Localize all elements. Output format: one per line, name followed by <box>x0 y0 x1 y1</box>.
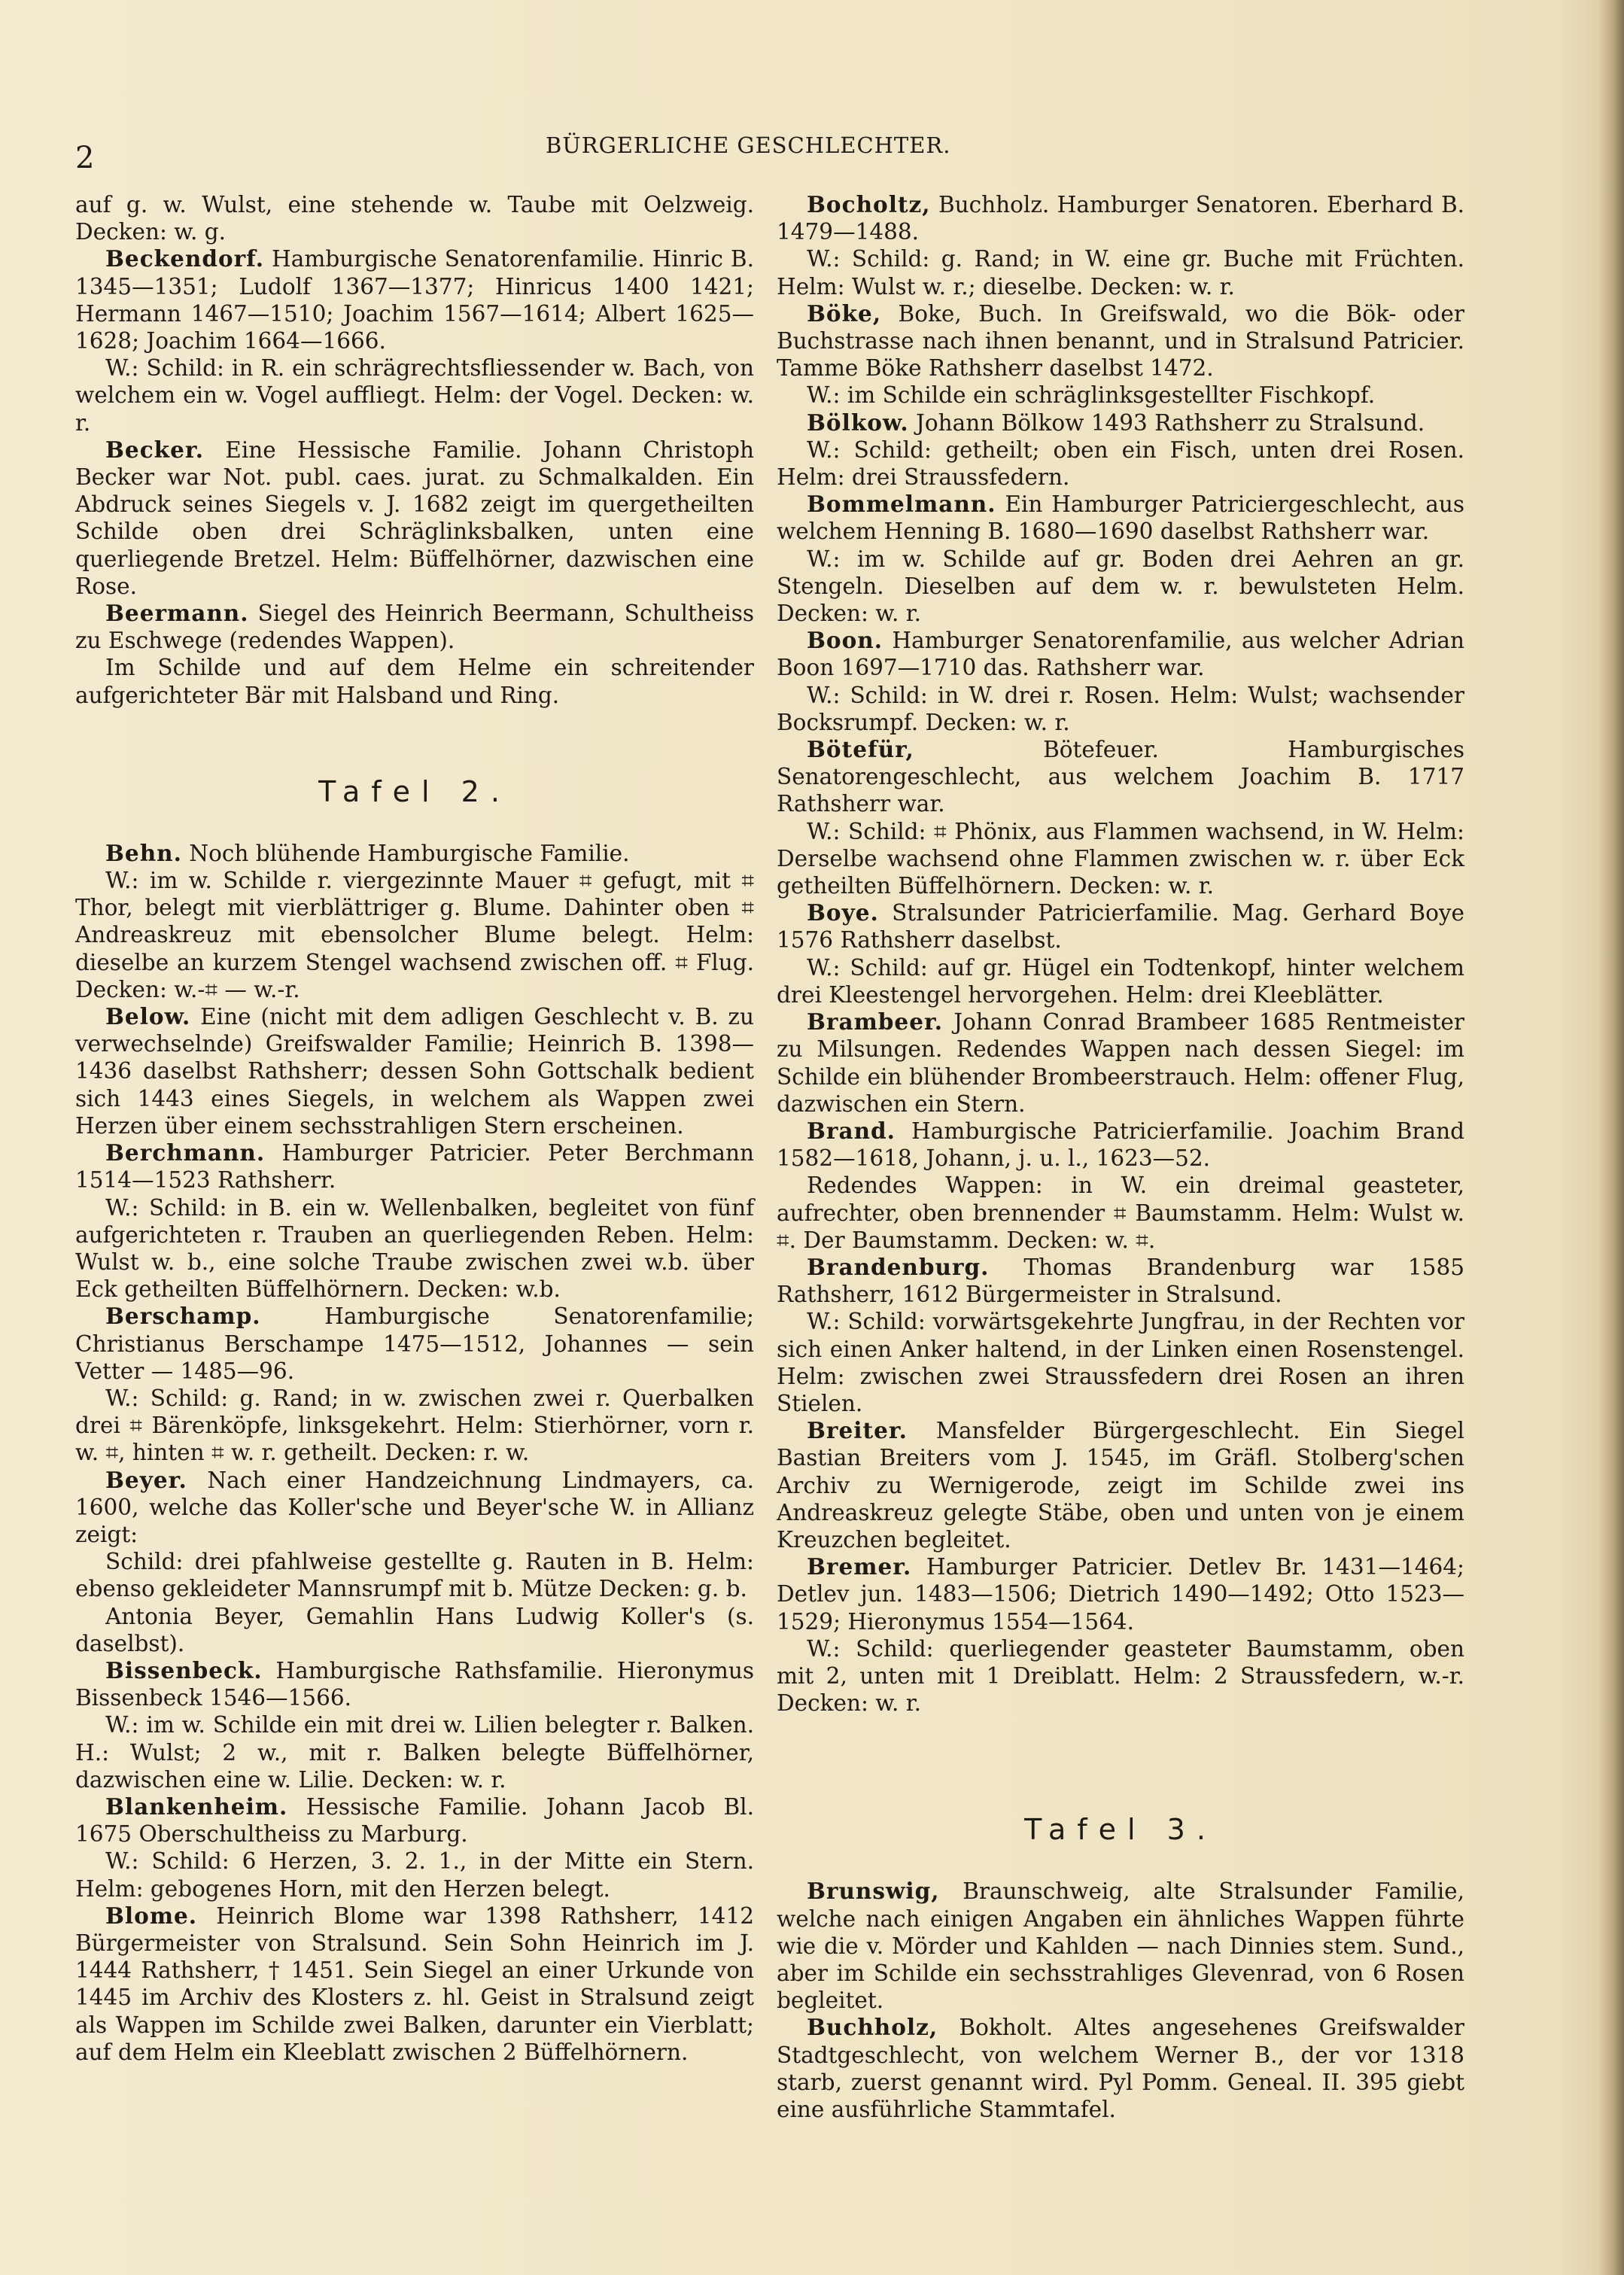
entry-text: W.: Schild: 6 Herzen, 3. 2. 1., in der Mitte ein Stern. Helm: gebogenes Horn, mit den Herzen belegt. <box>75 1848 754 1902</box>
entry-headword: Boon. <box>807 627 883 654</box>
entry-headword: Berschamp. <box>105 1303 261 1330</box>
arms-description <box>75 1548 754 1602</box>
arms-description <box>777 818 1464 900</box>
entry-text: Hamburgische Senatorenfamilie. Hinric B. 1345—1351; Ludolf 1367—1377; Hinricus 1400 1421; Hermann 1467—1510; Joachim 1567—1614; Albert 1625—1628; Joachim 1664—1666. <box>75 246 754 354</box>
entry-text: Ein Hamburger Patriciergeschlecht, aus welchem Henning B. 1680—1690 daselbst Rathsherr war. <box>777 491 1464 545</box>
entry-text: Eine (nicht mit dem adligen Geschlecht v. B. zu verwechselnde) Greifswalder Familie; Heinrich B. 1398—1436 daselbst Rathsherr; dessen Sohn Gottschalk bedient sich 1443 eines Siegels, in welchem als Wappen zwei Herzen über einem sechsstrahligen Stern erscheinen. <box>75 1004 754 1139</box>
entry-text: Hamburgische Rathsfamilie. Hieronymus Bissenbeck 1546—1566. <box>75 1657 754 1711</box>
entry-text: Hessische Familie. Johann Jacob Bl. 1675 Oberschultheiss zu Marburg. <box>75 1793 754 1848</box>
entry-text: Mansfelder Bürgergeschlecht. Ein Siegel Bastian Breiters vom J. 1545, im Gräfl. Stolberg'schen Archiv zu Wernigerode, zeigt im Schilde zwei ins Andreaskreuz gelegte Stäbe, oben und unten von je einem Kreuzchen begleitet. <box>777 1418 1464 1553</box>
arms-description <box>75 191 754 245</box>
entry-headword: Böke, <box>807 300 882 327</box>
right-column <box>777 191 1464 2123</box>
entry-headword: Brandenburg. <box>807 1253 990 1280</box>
arms-description <box>777 1635 1464 1717</box>
entry-paragraph <box>75 1793 754 1848</box>
entry-text: W.: im w. Schilde auf gr. Boden drei Aehren an gr. Stengeln. Dieselben auf dem w. r. bewulsteten Helm. Decken: w. r. <box>777 546 1464 627</box>
entry-headword: Beermann. <box>105 600 249 627</box>
entry-text: Noch blühende Hamburgische Familie. <box>189 840 630 866</box>
entry-text: Antonia Beyer, Gemahlin Hans Ludwig Koller's (s. daselbst). <box>75 1603 754 1656</box>
entry-headword: Bremer. <box>807 1553 912 1580</box>
entry-headword: Bissenbeck. <box>105 1656 263 1683</box>
entry-text: Boke, Buch. In Greifswald, wo die Bök- oder Buchstrasse nach ihnen benannt, und in Stralsund Patricier. Tamme Böke Rathsherr daselbst 1472. <box>777 300 1464 382</box>
entry-paragraph <box>75 1139 754 1194</box>
arms-description <box>75 654 754 708</box>
entry-text: W.: Schild: g. Rand; in w. zwischen zwei r. Querbalken drei ⌗ Bärenköpfe, linksgekehrt. Helm: Stierhörner, vorn r. w. ⌗, hinten ⌗ w. r. getheilt. Decken: r. w. <box>75 1385 754 1466</box>
right-entries-before-tafel <box>777 191 1464 1717</box>
entry-headword: Brand. <box>807 1117 896 1144</box>
entry-headword: Berchmann. <box>105 1139 266 1166</box>
running-head: BÜRGERLICHE GESCHLECHTER. <box>546 132 951 158</box>
entry-paragraph <box>75 436 754 600</box>
entry-paragraph <box>777 1417 1464 1553</box>
entry-text: Hamburger Patricier. Detlev Br. 1431—1464; Detlev jun. 1483—1506; Dietrich 1490—1492; Otto 1523—1529; Hieronymus 1554—1564. <box>777 1554 1464 1635</box>
entry-text: Hamburger Senatorenfamilie, aus welcher Adrian Boon 1697—1710 das. Rathsherr war. <box>777 628 1464 681</box>
entry-paragraph <box>777 1878 1464 2014</box>
entry-text: Thomas Brandenburg war 1585 Rathsherr, 1612 Bürgermeister in Stralsund. <box>777 1254 1464 1308</box>
entry-text: W.: im w. Schilde ein mit drei w. Lilien belegter r. Balken. H.: Wulst; 2 w., mit r. Balken belegte Büffelhörner, dazwischen eine w. Lilie. Decken: w. r. <box>75 1712 754 1793</box>
entry-headword: Boye. <box>807 899 879 926</box>
entry-headword: Becker. <box>105 436 204 463</box>
entry-text: Stralsunder Patricierfamilie. Mag. Gerhard Boye 1576 Rathsherr daselbst. <box>777 900 1464 953</box>
entry-paragraph <box>777 736 1464 818</box>
entry-paragraph <box>75 245 754 354</box>
entry-paragraph <box>777 2014 1464 2123</box>
arms-description <box>75 354 754 436</box>
left-column <box>75 191 754 2066</box>
arms-description <box>777 1172 1464 1254</box>
entry-paragraph <box>777 491 1464 545</box>
entry-text: Schild: drei pfahlweise gestellte g. Rauten in B. Helm: ebenso gekleideter Mannsrumpf mit b. Mütze Decken: g. b. <box>75 1549 754 1602</box>
entry-text: Eine Hessische Familie. Johann Christoph Becker war Not. publ. caes. jurat. zu Schmalkalden. Ein Abdruck seines Siegels v. J. 1682 zeigt im quergetheilten Schilde oben drei Schräglinksbalken, unten eine querliegende Bretzel. Helm: Büffelhörner, dazwischen eine Rose. <box>75 436 754 599</box>
entry-headword: Bommelmann. <box>807 491 996 518</box>
entry-paragraph <box>75 1303 754 1385</box>
entry-paragraph <box>777 1254 1464 1308</box>
entry-headword: Breiter. <box>807 1417 908 1444</box>
entry-text: W.: Schild: in B. ein w. Wellenbalken, begleitet von fünf aufgerichteten r. Trauben an querliegenden Reben. Helm: Wulst w. b., eine solche Traube zwischen zwei w.b. über Eck getheilten Büffelhörnern. Decken: w.b. <box>75 1194 754 1303</box>
entry-text: W.: im w. Schilde r. viergezinnte Mauer ⌗ gefugt, mit ⌗ Thor, belegt mit vierblättriger g. Blume. Dahinter oben ⌗ Andreaskreuz mit ebensolcher Blume belegt. Helm: dieselbe an kurzem Stengel wachsend zwischen off. ⌗ Flug. Decken: w.-⌗ — w.-r. <box>75 868 754 1002</box>
arms-description <box>777 682 1464 736</box>
left-entries-after-tafel <box>75 840 754 2066</box>
entry-text: Johann Bölkow 1493 Rathsherr zu Stralsund. <box>916 409 1425 436</box>
entry-text: Johann Conrad Brambeer 1685 Rentmeister zu Milsungen. Redendes Wappen nach dessen Siegel: im Schilde ein blühender Brombeerstrauch. Helm: offener Flug, dazwischen ein Stern. <box>777 1009 1464 1117</box>
entry-paragraph <box>777 1118 1464 1172</box>
entry-headword: Buchholz, <box>807 2014 938 2041</box>
arms-description <box>75 1848 754 1902</box>
entry-text: auf g. w. Wulst, eine stehende w. Taube mit Oelzweig. Decken: w. g. <box>75 192 754 245</box>
entry-text: W.: Schild: querliegender geasteter Baumstamm, oben mit 2, unten mit 1 Dreiblatt. Helm: 2 Straussfedern, w.-r. Decken: w. r. <box>777 1635 1464 1717</box>
arms-description <box>75 1603 754 1657</box>
entry-text: W.: Schild: in R. ein schrägrechtsfliessender w. Bach, von welchem ein w. Vogel auffliegt. Helm: der Vogel. Decken: w. r. <box>75 355 754 436</box>
entry-text: Hamburger Patricier. Peter Berchmann 1514—1523 Rathsherr. <box>75 1140 754 1194</box>
entry-paragraph <box>75 1902 754 2066</box>
entry-paragraph <box>777 627 1464 681</box>
entry-paragraph <box>777 191 1464 245</box>
entry-headword: Brunswig, <box>807 1878 940 1905</box>
entry-headword: Behn. <box>105 839 182 866</box>
entry-paragraph <box>777 300 1464 382</box>
entry-headword: Brambeer. <box>807 1008 944 1036</box>
entry-paragraph <box>75 1657 754 1711</box>
arms-description <box>777 245 1464 300</box>
entry-headword: Beckendorf. <box>105 245 265 272</box>
arms-description <box>777 546 1464 628</box>
page-edge-shadow <box>1598 0 1624 2275</box>
entry-paragraph <box>777 1008 1464 1118</box>
left-entries-before-tafel <box>75 191 754 709</box>
entry-paragraph <box>75 1467 754 1549</box>
entry-headword: Bocholtz, <box>807 191 931 217</box>
entry-paragraph <box>777 899 1464 953</box>
entry-paragraph <box>75 600 754 654</box>
entry-text: Braunschweig, alte Stralsunder Familie, welche nach einigen Angaben ein ähnliches Wappen führte wie die v. Mörder und Kahlden — nach Dinnies stem. Sund., aber im Schilde ein sechsstrahliges Glevenrad, von 6 Rosen begleitet. <box>777 1878 1464 2014</box>
entry-paragraph <box>75 840 754 867</box>
entry-headword: Bötefür, <box>807 736 914 763</box>
entry-headword: Blome. <box>105 1902 198 1929</box>
entry-text: W.: im Schilde ein schräglinksgestellter Fischkopf. <box>807 382 1376 409</box>
entry-headword: Beyer. <box>105 1466 187 1493</box>
entry-paragraph <box>777 409 1464 436</box>
right-entries-after-tafel <box>777 1878 1464 2123</box>
entry-text: Bötefeuer. Hamburgisches Senatorengeschlecht, aus welchem Joachim B. 1717 Rathsherr war. <box>777 737 1464 817</box>
entry-paragraph <box>777 1553 1464 1635</box>
entry-text: W.: Schild: g. Rand; in W. eine gr. Buche mit Früchten. Helm: Wulst w. r.; dieselbe. Decken: w. r. <box>777 246 1464 300</box>
entry-headword: Below. <box>105 1003 191 1030</box>
entry-text: Siegel des Heinrich Beermann, Schultheiss zu Eschwege (redendes Wappen). <box>75 601 754 654</box>
entry-text: Redendes Wappen: in W. ein dreimal geasteter, aufrechter, oben brennender ⌗ Baumstamm. Helm: Wulst w. ⌗. Der Baumstamm. Decken: w. ⌗. <box>777 1172 1464 1253</box>
entry-text: Nach einer Handzeichnung Lindmayers, ca. 1600, welche das Koller'sche und Beyer'sche W. in Allianz zeigt: <box>75 1467 754 1547</box>
entry-text: W.: Schild: in W. drei r. Rosen. Helm: Wulst; wachsender Bocksrumpf. Decken: w. r. <box>777 682 1464 735</box>
entry-text: Heinrich Blome war 1398 Rathsherr, 1412 Bürgermeister von Stralsund. Sein Sohn Heinrich im J. 1444 Rathsherr, † 1451. Sein Siegel an einer Urkunde von 1445 im Archiv des Klosters z. hl. Geist in Stralsund zeigt als Wappen im Schilde zwei Balken, darunter ein Vierblatt; auf dem Helm ein Kleeblatt zwischen 2 Büffelhörnern. <box>75 1902 754 2065</box>
entry-headword: Bölkow. <box>807 409 909 436</box>
arms-description <box>777 436 1464 491</box>
arms-description <box>777 954 1464 1008</box>
arms-description <box>75 1194 754 1303</box>
entry-text: Bokholt. Altes angesehenes Greifswalder Stadtgeschlecht, von welchem Werner B., der vor 1318 starb, zuerst genannt wird. Pyl Pomm. Geneal. II. 395 giebt eine ausführliche Stammtafel. <box>777 2015 1464 2122</box>
entry-text: Hamburgische Senatorenfamilie; Christianus Berschampe 1475—1512, Johannes — sein Vetter — 1485—96. <box>75 1303 754 1384</box>
arms-description <box>75 867 754 1003</box>
entry-text: Im Schilde und auf dem Helme ein schreitender aufgerichteter Bär mit Halsband und Ring. <box>75 655 754 708</box>
entry-text: W.: Schild: ⌗ Phönix, aus Flammen wachsend, in W. Helm: Derselbe wachsend ohne Flammen zwischen w. r. über Eck getheilten Büffelhörnern. Decken: w. r. <box>777 818 1464 899</box>
tafel-3-heading: Tafel 3. <box>1024 1813 1217 1847</box>
arms-description <box>777 1308 1464 1417</box>
tafel-2-heading: Tafel 2. <box>318 774 511 808</box>
entry-text: Buchholz. Hamburger Senatoren. Eberhard B. 1479—1488. <box>777 192 1464 245</box>
page-number: 2 <box>75 141 95 175</box>
entry-paragraph <box>75 1003 754 1139</box>
entry-text: W.: Schild: getheilt; oben ein Fisch, unten drei Rosen. Helm: drei Straussfedern. <box>777 436 1464 491</box>
entry-text: Hamburgische Patricierfamilie. Joachim Brand 1582—1618, Johann, j. u. l., 1623—52. <box>777 1118 1464 1172</box>
entry-text: W.: Schild: vorwärtsgekehrte Jungfrau, in der Rechten vor sich einen Anker haltend, in der Linken einen Rosenstengel. Helm: zwischen zwei Straussfedern drei Rosen an ihren Stielen. <box>777 1309 1464 1416</box>
arms-description <box>75 1711 754 1793</box>
entry-text: W.: Schild: auf gr. Hügel ein Todtenkopf, hinter welchem drei Kleestengel hervorgehen. Helm: drei Kleeblätter. <box>777 954 1464 1008</box>
arms-description <box>75 1385 754 1467</box>
arms-description <box>777 382 1464 409</box>
entry-headword: Blankenheim. <box>105 1793 288 1820</box>
